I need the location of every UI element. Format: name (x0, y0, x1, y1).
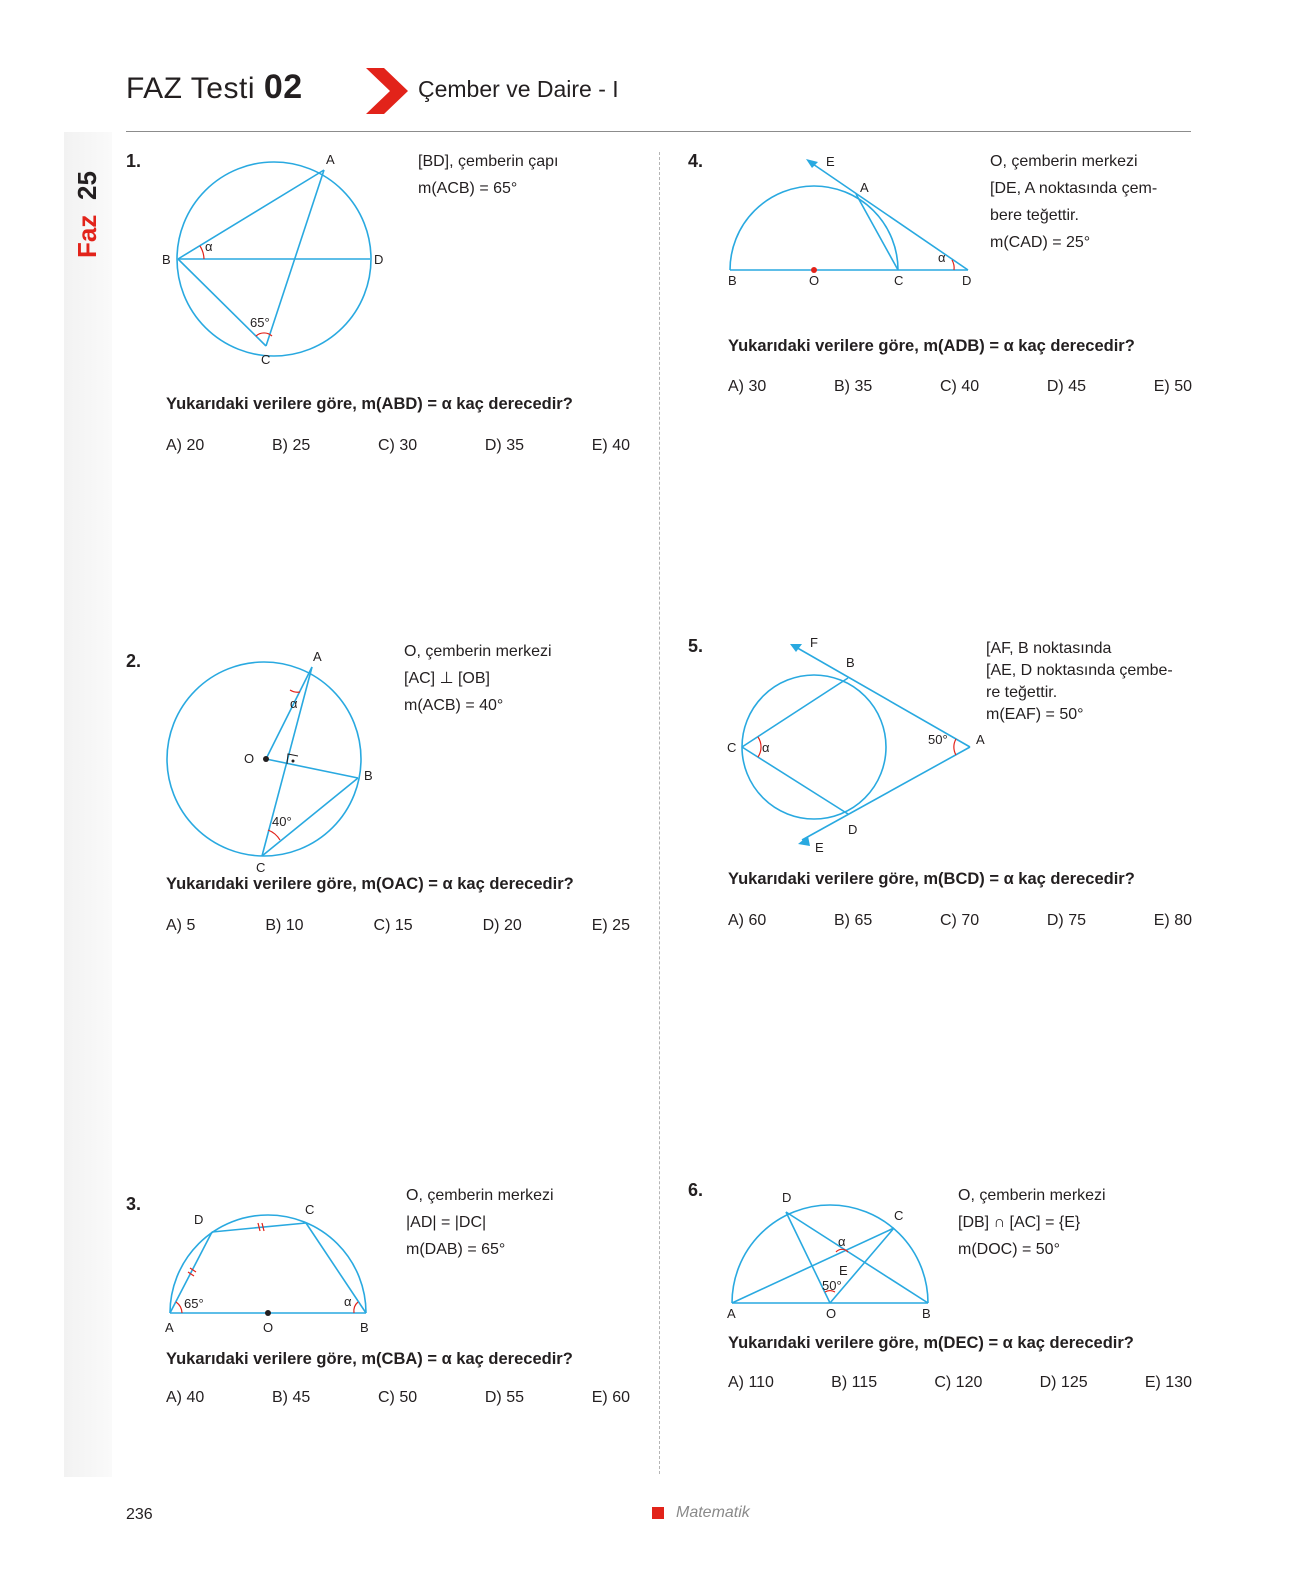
point-label: B (728, 273, 737, 288)
point-label: C (256, 860, 266, 875)
point-label: A (976, 732, 985, 747)
question-prompt: Yukarıdaki verilere göre, m(BCD) = α kaç derecedir? (728, 870, 1135, 888)
answer-choices (166, 917, 630, 935)
subject-label: Matematik (676, 1504, 750, 1521)
choice-b[interactable]: B) 35 (834, 378, 873, 395)
point-label: E (839, 1263, 848, 1278)
choice-a[interactable]: A) 60 (728, 912, 767, 929)
choice-b[interactable]: B) 115 (831, 1374, 878, 1391)
figure-5 (722, 636, 992, 856)
point-label: O (244, 751, 255, 766)
point-label: O (809, 273, 820, 288)
choice-a[interactable]: A) 30 (728, 378, 767, 395)
figure-3 (160, 1192, 400, 1335)
angle-label: α (762, 740, 770, 755)
figure-2 (160, 650, 400, 880)
figure-1 (160, 150, 400, 380)
choice-e[interactable]: E) 40 (591, 437, 630, 454)
choice-d[interactable]: D) 45 (1046, 378, 1086, 395)
angle-label: 50° (822, 1278, 842, 1293)
answer-choices (728, 1374, 1192, 1392)
choice-b[interactable]: B) 45 (272, 1389, 311, 1406)
page-number: 236 (126, 1506, 153, 1523)
choice-d[interactable]: D) 75 (1046, 912, 1086, 929)
choice-e[interactable]: E) 50 (1153, 378, 1192, 395)
side-number: 25 (72, 171, 102, 200)
choice-e[interactable]: E) 130 (1144, 1374, 1192, 1391)
question-number: 2. (126, 651, 142, 671)
choice-d[interactable]: D) 35 (484, 437, 524, 454)
choice-a[interactable]: A) 5 (166, 917, 196, 934)
topic-title: Çember ve Daire - I (418, 76, 619, 102)
given-info: O, çemberin merkezi [DB] ∩ [AC] = {E} m(DOC) = 50° (958, 1187, 1106, 1258)
point-label: A (326, 152, 335, 167)
point-label: D (374, 252, 384, 267)
choice-d[interactable]: D) 55 (484, 1389, 524, 1406)
choice-b[interactable]: B) 10 (265, 917, 304, 934)
choice-c[interactable]: C) 40 (940, 378, 980, 395)
answer-choices (166, 437, 630, 455)
point-label: D (194, 1212, 204, 1227)
figure-4 (722, 150, 992, 290)
point-label: A (313, 649, 322, 664)
angle-label: α (290, 696, 298, 711)
choice-d[interactable]: D) 20 (482, 917, 522, 934)
column-divider (659, 152, 660, 1474)
red-square-icon (652, 1507, 664, 1519)
header-divider (126, 131, 1191, 132)
question-number: 6. (688, 1180, 704, 1200)
choice-b[interactable]: B) 25 (272, 437, 311, 454)
question-prompt: Yukarıdaki verilere göre, m(ADB) = α kaç derecedir? (728, 337, 1135, 355)
choice-a[interactable]: A) 110 (728, 1374, 774, 1391)
choice-c[interactable]: C) 70 (940, 912, 980, 929)
choice-e[interactable]: E) 60 (591, 1389, 630, 1406)
point-label: A (165, 1320, 174, 1335)
choice-c[interactable]: C) 30 (378, 437, 418, 454)
choice-c[interactable]: C) 50 (378, 1389, 418, 1406)
choice-a[interactable]: A) 20 (166, 437, 205, 454)
question-prompt: Yukarıdaki verilere göre, m(DEC) = α kaç derecedir? (728, 1334, 1134, 1352)
question-prompt: Yukarıdaki verilere göre, m(CBA) = α kaç derecedir? (166, 1350, 573, 1368)
answer-choices (166, 1389, 630, 1407)
point-label: C (261, 352, 271, 367)
side-label (70, 150, 106, 260)
angle-label: α (344, 1294, 352, 1309)
point-label: D (962, 273, 972, 288)
point-label: O (263, 1320, 274, 1335)
choice-e[interactable]: E) 25 (591, 917, 630, 934)
given-info: [AF, B noktasında [AE, D noktasında çembe- re teğettir. m(EAF) = 50° (986, 640, 1173, 723)
given-info: O, çemberin merkezi [DE, A noktasında çem- bere teğettir. m(CAD) = 25° (990, 153, 1158, 251)
point-label: E (826, 154, 835, 169)
question-number: 3. (126, 1194, 142, 1214)
angle-label: α (838, 1234, 846, 1249)
choice-c[interactable]: C) 15 (373, 917, 413, 934)
question-number: 5. (688, 636, 704, 656)
angle-label: α (205, 239, 213, 254)
faz-logo-text: Faz (72, 214, 102, 258)
question-prompt: Yukarıdaki verilere göre, m(ABD) = α kaç derecedir? (166, 395, 573, 413)
point-label: B (846, 655, 855, 670)
point-label: B (162, 252, 171, 267)
point-label: F (810, 635, 818, 650)
angle-label: α (938, 250, 946, 265)
question-number: 1. (126, 151, 142, 171)
point-label: D (848, 822, 858, 837)
question-prompt: Yukarıdaki verilere göre, m(OAC) = α kaç derecedir? (166, 875, 574, 893)
point-label: B (922, 1306, 931, 1321)
point-label: C (727, 740, 737, 755)
footer-subject (652, 1504, 750, 1522)
given-info: O, çemberin merkezi |AD| = |DC| m(DAB) = 65° (406, 1187, 554, 1258)
angle-label: 65° (184, 1296, 204, 1311)
side-strip (64, 132, 112, 1477)
point-label: C (894, 1208, 904, 1223)
given-info: [BD], çemberin çapı m(ACB) = 65° (418, 153, 559, 197)
point-label: A (727, 1306, 736, 1321)
question-number: 4. (688, 151, 704, 171)
point-label: B (360, 1320, 369, 1335)
angle-label: 50° (928, 732, 948, 747)
choice-d[interactable]: D) 125 (1039, 1374, 1088, 1391)
choice-e[interactable]: E) 80 (1153, 912, 1192, 929)
answer-choices (728, 912, 1192, 930)
figure-6 (722, 1192, 962, 1322)
given-info: O, çemberin merkezi [AC] ⊥ [OB] m(ACB) = 40° (404, 643, 552, 714)
point-label: A (860, 180, 869, 195)
angle-label: 40° (272, 814, 292, 829)
point-label: O (826, 1306, 837, 1321)
choice-a[interactable]: A) 40 (166, 1389, 205, 1406)
point-label: C (894, 273, 904, 288)
point-label: E (815, 840, 824, 855)
answer-choices (728, 378, 1192, 396)
choice-b[interactable]: B) 65 (834, 912, 873, 929)
test-title: FAZ Testi 02 (126, 68, 303, 106)
point-label: D (782, 1190, 792, 1205)
point-label: B (364, 768, 373, 783)
angle-label: 65° (250, 315, 270, 330)
chevron-icon (366, 68, 408, 114)
point-label: C (305, 1202, 315, 1217)
choice-c[interactable]: C) 120 (934, 1374, 983, 1391)
